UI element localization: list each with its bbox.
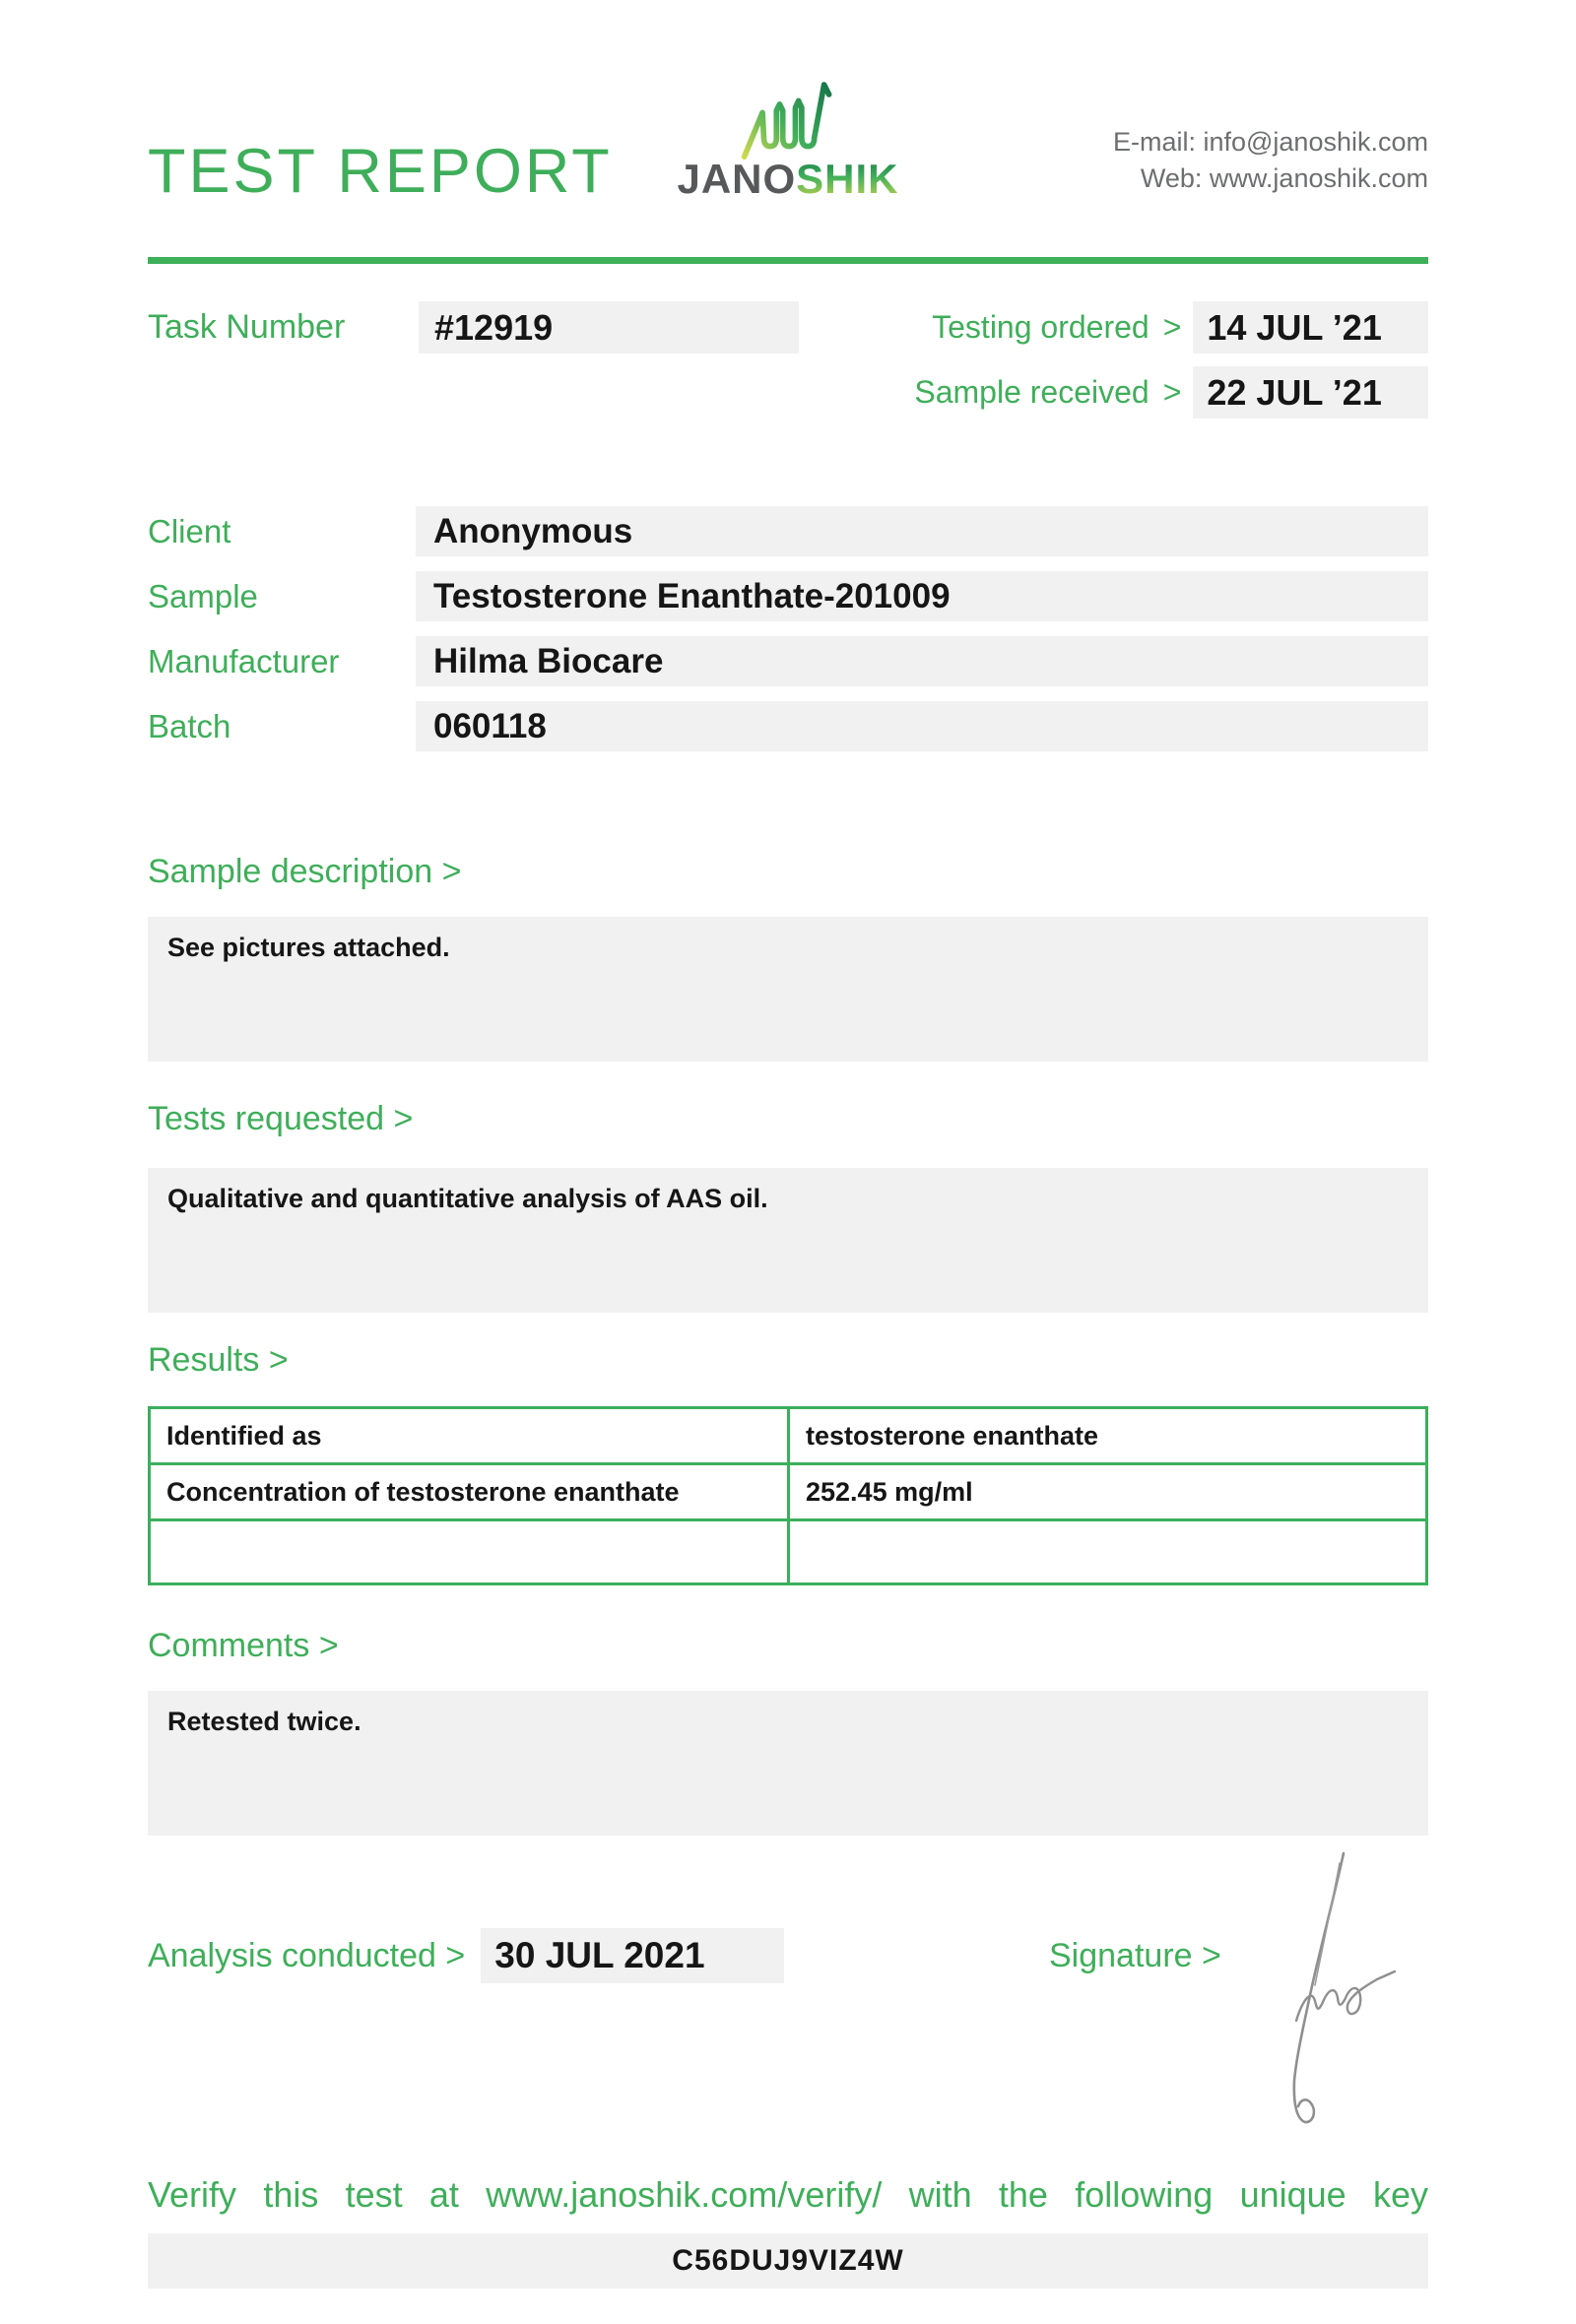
sample-info-block	[148, 506, 1428, 766]
sample-row	[148, 571, 1428, 621]
testing-ordered-label: Testing ordered	[932, 309, 1149, 345]
analysis-conducted-row	[148, 1928, 784, 1983]
unique-key-text: C56DUJ9VIZ4W	[672, 2244, 904, 2277]
tests-requested-box	[148, 1168, 1428, 1313]
batch-label: Batch	[148, 707, 231, 744]
task-number-label: Task Number	[148, 308, 346, 346]
dates-block	[862, 301, 1428, 431]
chevron-right-icon: >	[1162, 374, 1182, 410]
sample-value: Testosterone Enanthate-201009	[416, 571, 1428, 621]
sample-description-text: See pictures attached.	[167, 933, 450, 962]
batch-row	[148, 701, 1428, 751]
logo-text-jano: JANO	[677, 156, 797, 202]
chevron-right-icon: >	[1162, 309, 1182, 345]
sample-description-box	[148, 917, 1428, 1062]
client-value: Anonymous	[416, 506, 1428, 556]
comments-box	[148, 1691, 1428, 1836]
result-value-cell	[789, 1520, 1427, 1584]
page-title: TEST REPORT	[148, 137, 613, 206]
contact-info	[1113, 124, 1428, 197]
verify-text: Verify this test at www.janoshik.com/verify/ with the following unique key	[148, 2174, 1428, 2215]
result-label-cell: Concentration of testosterone enanthate	[150, 1464, 789, 1520]
testing-ordered-value: 14 JUL ’21	[1193, 301, 1428, 354]
results-heading: Results >	[148, 1341, 289, 1379]
manufacturer-row	[148, 636, 1428, 686]
unique-key-box	[148, 2233, 1428, 2289]
result-value-cell: testosterone enanthate	[789, 1408, 1427, 1464]
analysis-conducted-label: Analysis conducted >	[148, 1936, 466, 1974]
table-row	[150, 1464, 1427, 1520]
signature-label: Signature >	[1049, 1937, 1221, 1974]
header-divider	[148, 257, 1428, 264]
task-number-value: #12919	[419, 301, 799, 354]
sample-description-heading: Sample description >	[148, 853, 462, 890]
client-label: Client	[148, 512, 231, 549]
tests-requested-heading: Tests requested >	[148, 1100, 414, 1137]
sample-received-value: 22 JUL ’21	[1193, 366, 1428, 419]
web-line: Web: www.janoshik.com	[1140, 163, 1428, 193]
logo-text-shik: SHIK	[796, 156, 899, 202]
testing-ordered-row	[862, 301, 1428, 354]
result-value-cell: 252.45 mg/ml	[789, 1464, 1427, 1520]
result-label-cell	[150, 1520, 789, 1584]
analysis-conducted-value: 30 JUL 2021	[481, 1928, 784, 1983]
table-row	[150, 1408, 1427, 1464]
handwritten-signature-icon	[1261, 1847, 1413, 2138]
email-line: E-mail: info@janoshik.com	[1112, 127, 1428, 157]
tests-requested-text: Qualitative and quantitative analysis of AAS oil.	[167, 1184, 768, 1213]
logo-wordmark	[675, 156, 901, 203]
batch-value: 060118	[416, 701, 1428, 751]
client-row	[148, 506, 1428, 556]
result-label-cell: Identified as	[150, 1408, 789, 1464]
table-row	[150, 1520, 1427, 1584]
sample-label: Sample	[148, 577, 258, 614]
logo	[675, 73, 901, 203]
signature-image	[1261, 1847, 1413, 2143]
sample-received-label: Sample received	[914, 374, 1149, 410]
manufacturer-label: Manufacturer	[148, 642, 340, 679]
trend-chart-icon	[741, 73, 835, 160]
comments-heading: Comments >	[148, 1627, 339, 1664]
sample-received-row	[862, 366, 1428, 419]
results-table	[148, 1406, 1428, 1585]
manufacturer-value: Hilma Biocare	[416, 636, 1428, 686]
task-number-row	[148, 301, 799, 354]
comments-text: Retested twice.	[167, 1707, 361, 1736]
